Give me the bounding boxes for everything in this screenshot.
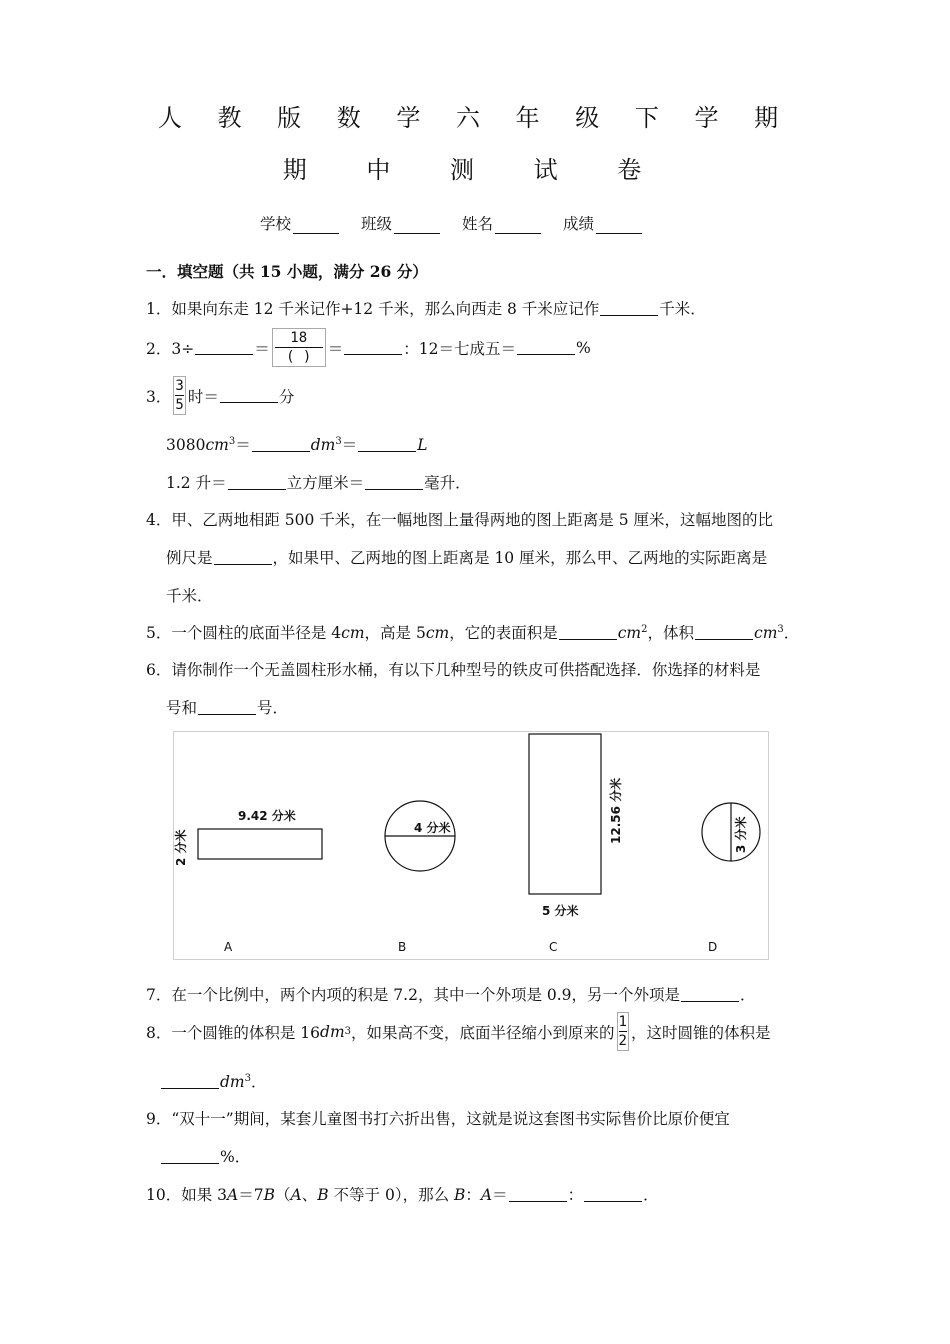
question-4: 4．甲、乙两地相距 500 千米，在一幅地图上量得两地的图上距离是 5 厘米，这幅地图的比 [146, 511, 774, 529]
question-9: 9．“双十一”期间，某套儿童图书打六折出售，这就是说这套图书实际售价比原价便宜 [146, 1110, 730, 1128]
question-6-line-2: 号和 号． [166, 699, 289, 717]
fraction-box: $\frac{18}{( )}$ [272, 328, 326, 367]
score-field[interactable]: 成绩 [563, 212, 642, 234]
page-title: 人 教 版 数 学 六 年 级 下 学 期 [157, 104, 793, 132]
answer-blank[interactable] [600, 301, 658, 316]
letter-c: C [549, 940, 558, 954]
sheet-a-top-label: 9.42 分米 [238, 809, 296, 823]
answer-blank[interactable] [195, 340, 253, 355]
answer-blank[interactable] [509, 1187, 567, 1202]
question-3-line-3: 1.2 升＝ 立方厘米＝ 毫升． [166, 474, 471, 492]
sheet-a-side-label: 2 分米 [174, 829, 188, 866]
question-3: 3． $\frac{3}{5}$ 时＝ 分 [146, 378, 295, 413]
answer-blank[interactable] [559, 625, 617, 640]
letter-a: A [224, 940, 233, 954]
sheet-d-label: 3 分米 [734, 816, 748, 853]
sheet-b-label: 4 分米 [414, 821, 451, 835]
question-5: 5．一个圆柱的底面半径是 4cm，高是 5cm，它的表面积是 $cm^2$，体积 $cm^3$． [146, 624, 800, 642]
class-field[interactable]: 班级 [361, 212, 440, 234]
fraction-three-fifths: $\frac{3}{5}$ [175, 378, 184, 413]
school-field[interactable]: 学校 [260, 212, 339, 234]
question-4-line-3: 千米． [166, 587, 213, 605]
material-figure [173, 731, 769, 960]
answer-blank[interactable] [161, 1074, 219, 1089]
question-8: 8．一个圆锥的体积是 16 dm 3 ，如果高不变，底面半径缩小到原来的 $\frac{1}{2}$ ，这时圆锥的体积是 [146, 1014, 771, 1049]
answer-blank[interactable] [695, 625, 753, 640]
answer-blank[interactable] [228, 475, 286, 490]
answer-blank[interactable] [681, 987, 739, 1002]
name-field[interactable]: 姓名 [462, 212, 541, 234]
answer-blank[interactable] [584, 1187, 642, 1202]
answer-blank[interactable] [358, 437, 416, 452]
answer-blank[interactable] [344, 340, 402, 355]
sheet-c-rectangle [529, 734, 601, 894]
answer-blank[interactable] [252, 437, 310, 452]
question-2: 2．3÷ ＝ $\frac{18}{( )}$ ＝ ：12＝七成五＝ % [146, 330, 591, 365]
letter-b: B [398, 940, 407, 954]
answer-blank[interactable] [220, 388, 278, 403]
question-10: 10．如果 3A＝7B（A、B 不等于 0），那么 B：A＝ ： ． [146, 1186, 659, 1204]
student-info-row [260, 212, 642, 234]
sheet-c-bottom-label: 5 分米 [542, 904, 579, 918]
question-1: 1．如果向东走 12 千米记作+12 千米，那么向西走 8 千米应记作 千米． [146, 300, 706, 318]
answer-blank[interactable] [214, 550, 272, 565]
page-subtitle: 期 中 测 试 卷 [282, 156, 668, 184]
answer-blank[interactable] [161, 1149, 219, 1164]
question-4-line-2: 例尺是 ，如果甲、乙两地的图上距离是 10 厘米，那么甲、乙两地的实际距离是 [166, 549, 768, 567]
question-9-line-2: %． [160, 1145, 250, 1167]
answer-blank[interactable] [517, 340, 575, 355]
answer-blank[interactable] [365, 475, 423, 490]
sheet-a-rectangle [198, 829, 322, 859]
question-6: 6．请你制作一个无盖圆柱形水桶，有以下几种型号的铁皮可供搭配选择．你选择的材料是 [146, 661, 761, 679]
letter-d: D [708, 940, 718, 954]
question-3-line-2: $3080cm^3= dm^3= L$ [166, 436, 428, 454]
answer-blank[interactable] [198, 700, 256, 715]
section-heading: 一．填空题（共 15 小题，满分 26 分） [146, 262, 428, 281]
question-7: 7．在一个比例中，两个内项的积是 7.2，其中一个外项是 0.9，另一个外项是 ． [146, 986, 756, 1004]
question-8-line-2: $dm^3$． [160, 1070, 267, 1092]
sheet-c-side-label: 12.56 分米 [609, 777, 623, 844]
fraction-one-half: $\frac{1}{2}$ [618, 1014, 627, 1049]
